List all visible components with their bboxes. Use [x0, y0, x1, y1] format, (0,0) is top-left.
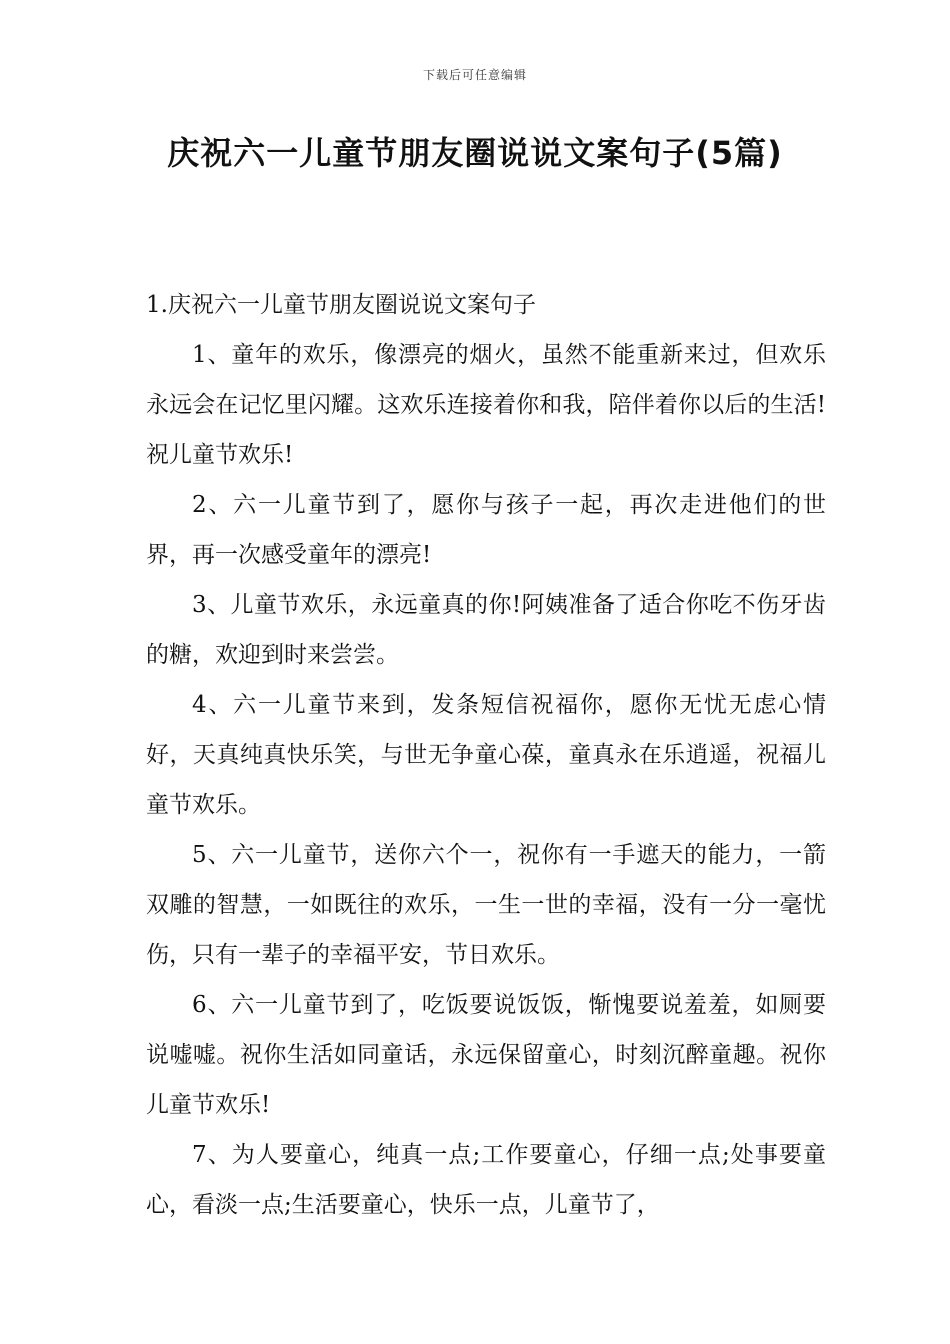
section-heading: 1.庆祝六一儿童节朋友圈说说文案句子 [146, 292, 536, 318]
paragraph-6: 6、六一儿童节到了，吃饭要说饭饭，惭愧要说羞羞，如厕要说嘘嘘。祝你生活如同童话，永远保留童心，时刻沉醉童趣。祝你儿童节欢乐! [146, 992, 826, 1118]
paragraph-3: 3、儿童节欢乐，永远童真的你!阿姨准备了适合你吃不伤牙齿的糖，欢迎到时来尝尝。 [146, 592, 826, 668]
document-title: 庆祝六一儿童节朋友圈说说文案句子(5篇) [167, 134, 783, 172]
header-note: 下载后可任意编辑 [422, 68, 527, 82]
paragraph-4: 4、六一儿童节来到，发条短信祝福你，愿你无忧无虑心情好，天真纯真快乐笑，与世无争童心葆，童真永在乐逍遥，祝福儿童节欢乐。 [146, 692, 826, 818]
paragraph-5: 5、六一儿童节，送你六个一，祝你有一手遮天的能力，一箭双雕的智慧，一如既往的欢乐，一生一世的幸福，没有一分一毫忧伤，只有一辈子的幸福平安，节日欢乐。 [146, 842, 826, 968]
paragraph-1: 1、童年的欢乐，像漂亮的烟火，虽然不能重新来过，但欢乐永远会在记忆里闪耀。这欢乐连接着你和我，陪伴着你以后的生活!祝儿童节欢乐! [146, 342, 826, 468]
paragraph-2: 2、六一儿童节到了，愿你与孩子一起，再次走进他们的世界，再一次感受童年的漂亮! [146, 492, 826, 568]
document-body [146, 280, 826, 1230]
paragraph-7: 7、为人要童心，纯真一点;工作要童心，仔细一点;处事要童心，看淡一点;生活要童心，快乐一点，儿童节了， [146, 1142, 826, 1218]
